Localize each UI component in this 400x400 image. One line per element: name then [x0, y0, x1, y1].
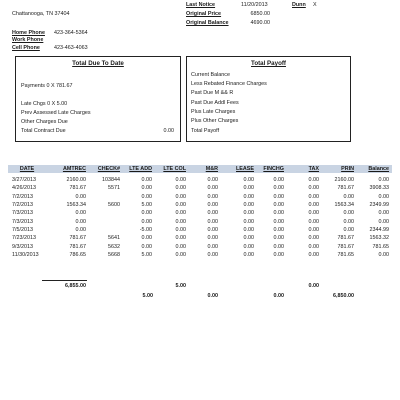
total-due-title: Total Due To Date [72, 60, 124, 67]
last-notice-date: 11/20/2013 [241, 2, 268, 8]
work-phone-label: Work Phone [12, 37, 44, 43]
table-cell-balance: 0.00 [378, 252, 389, 259]
table-cell-prin: 781.67 [337, 185, 354, 192]
table-cell-amtrec: 781.67 [69, 185, 86, 192]
table-cell-amtrec: 0.00 [75, 218, 86, 225]
table-cell-prin: 0.00 [343, 193, 354, 200]
table-cell-mr: 0.00 [207, 243, 218, 250]
table-cell-lte-add: 5.00 [141, 252, 152, 259]
total-finchg: 0.00 [273, 293, 284, 299]
total-prin: 6,850.00 [333, 293, 354, 299]
original-balance-value: 4690.00 [250, 20, 270, 26]
table-cell-amtrec: 0.00 [75, 227, 86, 234]
table-cell-date: 7/2/2013 [12, 202, 33, 209]
table-cell-prin: 1563.34 [334, 202, 354, 209]
table-cell-balance: 3908.33 [369, 185, 389, 192]
column-header-date: DATE [19, 166, 35, 172]
column-header-mr: M&R [205, 166, 218, 172]
table-cell-lease: 0.00 [243, 243, 254, 250]
table-cell-amtrec: 786.65 [69, 252, 86, 259]
table-cell-lease: 0.00 [243, 227, 254, 234]
total-due-row-label: Other Charges Due [21, 119, 68, 125]
table-cell-finchg: 0.00 [273, 235, 284, 242]
table-cell-lte-add: 0.00 [141, 210, 152, 217]
total-due-row-label: Total Contract Due [21, 128, 66, 134]
table-cell-amtrec: 1563.34 [66, 202, 86, 209]
table-cell-mr: 0.00 [207, 210, 218, 217]
table-cell-lte-col: 0.00 [175, 177, 186, 183]
table-cell-finchg: 0.00 [273, 177, 284, 183]
table-cell-amtrec: 0.00 [75, 210, 86, 217]
table-cell-finchg: 0.00 [273, 193, 284, 200]
table-cell-amtrec: 781.67 [69, 235, 86, 242]
total-tax: 0.00 [308, 283, 319, 289]
table-cell-lte-add: 0.00 [141, 243, 152, 250]
table-cell-finchg: 0.00 [273, 185, 284, 192]
table-cell-lease: 0.00 [243, 177, 254, 183]
table-cell-date: 7/2/2013 [12, 193, 33, 200]
table-cell-lte-col: 0.00 [175, 218, 186, 225]
table-cell-tax: 0.00 [308, 177, 319, 183]
total-contract-due-value: 0.00 [163, 128, 174, 134]
table-cell-mr: 0.00 [207, 227, 218, 234]
total-payoff-row: Total Payoff [191, 128, 220, 134]
table-cell-mr: 0.00 [207, 235, 218, 242]
table-cell-date: 4/26/2013 [12, 185, 36, 192]
table-cell-balance: 0.00 [378, 218, 389, 225]
table-cell-lte-add: -5.00 [139, 227, 152, 234]
table-cell-lte-add: 0.00 [141, 235, 152, 242]
total-payoff-row: Plus Late Charges [191, 109, 236, 115]
table-cell-lease: 0.00 [243, 218, 254, 225]
table-cell-lte-col: 0.00 [175, 202, 186, 209]
table-cell-lte-add: 5.00 [141, 202, 152, 209]
table-cell-prin: 0.00 [343, 227, 354, 234]
cell-phone-value: 423-463-4063 [54, 45, 88, 51]
totals-rule [42, 280, 87, 281]
table-cell-balance: 781.65 [372, 243, 389, 250]
total-payoff-row: Plus Other Charges [191, 118, 239, 124]
original-price-label: Original Price [186, 11, 222, 17]
total-due-box [15, 56, 181, 142]
table-cell-finchg: 0.00 [273, 202, 284, 209]
table-cell-date: 9/3/2013 [12, 243, 33, 250]
table-cell-lte-col: 0.00 [175, 210, 186, 217]
table-cell-date: 3/27/2013 [12, 177, 36, 183]
table-cell-lease: 0.00 [243, 210, 254, 217]
dunn-label: Dunn [292, 2, 306, 8]
table-cell-prin: 0.00 [343, 218, 354, 225]
table-cell-finchg: 0.00 [273, 210, 284, 217]
table-cell-balance: 0.00 [378, 193, 389, 200]
table-cell-tax: 0.00 [308, 193, 319, 200]
table-cell-check: 5600 [108, 202, 120, 209]
table-cell-lease: 0.00 [243, 193, 254, 200]
total-payoff-row: Less Rebated Finance Charges [191, 81, 267, 87]
table-cell-lte-col: 0.00 [175, 235, 186, 242]
table-cell-tax: 0.00 [308, 227, 319, 234]
original-balance-label: Original Balance [186, 20, 229, 26]
city-line: Chattanooga, TN 37404 [12, 11, 70, 17]
column-header-lte-add: LTE ADD [129, 166, 152, 172]
table-cell-prin: 781.67 [337, 243, 354, 250]
table-cell-balance: 0.00 [378, 177, 389, 183]
total-due-row-label: Payments 0 X 781.67 [21, 83, 73, 89]
table-cell-lte-col: 0.00 [175, 193, 186, 200]
table-cell-mr: 0.00 [207, 252, 218, 259]
table-cell-tax: 0.00 [308, 185, 319, 192]
table-cell-amtrec: 2160.00 [66, 177, 86, 183]
table-cell-date: 7/3/2013 [12, 210, 33, 217]
total-due-row-label: Late Chgs 0 X 5.00 [21, 101, 68, 107]
table-cell-date: 7/3/2013 [12, 218, 33, 225]
table-cell-check: 5641 [108, 235, 120, 242]
table-cell-check: 5668 [108, 252, 120, 259]
home-phone-label: Home Phone [12, 30, 45, 36]
table-cell-prin: 781.65 [337, 252, 354, 259]
table-cell-lease: 0.00 [243, 235, 254, 242]
table-cell-check: 5571 [108, 185, 120, 192]
table-cell-amtrec: 781.67 [69, 243, 86, 250]
table-cell-lte-add: 0.00 [141, 193, 152, 200]
table-cell-finchg: 0.00 [273, 218, 284, 225]
table-cell-lte-col: 0.00 [175, 252, 186, 259]
original-price-value: 6850.00 [250, 11, 270, 17]
table-cell-lease: 0.00 [243, 185, 254, 192]
table-cell-prin: 2160.00 [334, 177, 354, 183]
table-cell-tax: 0.00 [308, 243, 319, 250]
total-payoff-row: Past Due Addl Fees [191, 100, 239, 106]
cell-phone-label: Cell Phone [12, 45, 40, 51]
table-cell-check: 5632 [108, 243, 120, 250]
column-header-balance: Balance [368, 166, 389, 172]
table-cell-prin: 781.67 [337, 235, 354, 242]
table-cell-finchg: 0.00 [273, 227, 284, 234]
column-header-tax: TAX [308, 166, 319, 172]
table-cell-lte-col: 0.00 [175, 243, 186, 250]
table-cell-date: 7/5/2013 [12, 227, 33, 234]
dunn-value: X [313, 2, 317, 8]
column-header-amtrec: AMTREC [62, 166, 86, 172]
home-phone-value: 423-364-5364 [54, 30, 88, 36]
table-cell-finchg: 0.00 [273, 252, 284, 259]
total-amtrec: 6,855.00 [65, 283, 86, 289]
table-cell-lte-col: 0.00 [175, 185, 186, 192]
table-cell-tax: 0.00 [308, 252, 319, 259]
table-cell-prin: 0.00 [343, 210, 354, 217]
column-header-finchg: FINCHG [263, 166, 284, 172]
table-cell-finchg: 0.00 [273, 243, 284, 250]
table-cell-date: 11/30/2013 [12, 252, 39, 259]
table-cell-tax: 0.00 [308, 202, 319, 209]
table-cell-date: 7/23/2013 [12, 235, 36, 242]
column-header-lease: LEASE [236, 166, 254, 172]
table-cell-lease: 0.00 [243, 202, 254, 209]
table-cell-balance: 2349.99 [369, 202, 389, 209]
total-due-row-label: Prev Assessed Late Charges [21, 110, 91, 116]
table-cell-lte-add: 0.00 [141, 185, 152, 192]
total-lte-col: 5.00 [175, 283, 186, 289]
table-cell-mr: 0.00 [207, 202, 218, 209]
table-cell-amtrec: 0.00 [75, 193, 86, 200]
last-notice-label: Last Notice [186, 2, 216, 8]
total-payoff-row: Current Balance [191, 72, 230, 78]
table-cell-lte-col: 0.00 [175, 227, 186, 234]
table-cell-balance: 2344.99 [369, 227, 389, 234]
table-cell-lte-add: 0.00 [141, 218, 152, 225]
table-cell-lease: 0.00 [243, 252, 254, 259]
table-cell-tax: 0.00 [308, 218, 319, 225]
total-lte-add: 5.00 [142, 293, 153, 299]
table-cell-tax: 0.00 [308, 235, 319, 242]
table-cell-lte-add: 0.00 [141, 177, 152, 183]
column-header-prin: PRIN [341, 166, 354, 172]
table-cell-check: 103844 [102, 177, 120, 183]
column-header-lte-col: LTE COL [163, 166, 186, 172]
total-payoff-row: Past Due M && R [191, 90, 234, 96]
table-cell-tax: 0.00 [308, 210, 319, 217]
table-cell-mr: 0.00 [207, 218, 218, 225]
table-cell-balance: 1563.32 [369, 235, 389, 242]
table-cell-mr: 0.00 [207, 177, 218, 183]
table-cell-balance: 0.00 [378, 210, 389, 217]
total-payoff-title: Total Payoff [251, 60, 286, 67]
column-header-check: CHECK# [97, 166, 120, 172]
total-mr: 0.00 [207, 293, 218, 299]
total-payoff-box [186, 56, 351, 142]
table-cell-mr: 0.00 [207, 193, 218, 200]
table-cell-mr: 0.00 [207, 185, 218, 192]
